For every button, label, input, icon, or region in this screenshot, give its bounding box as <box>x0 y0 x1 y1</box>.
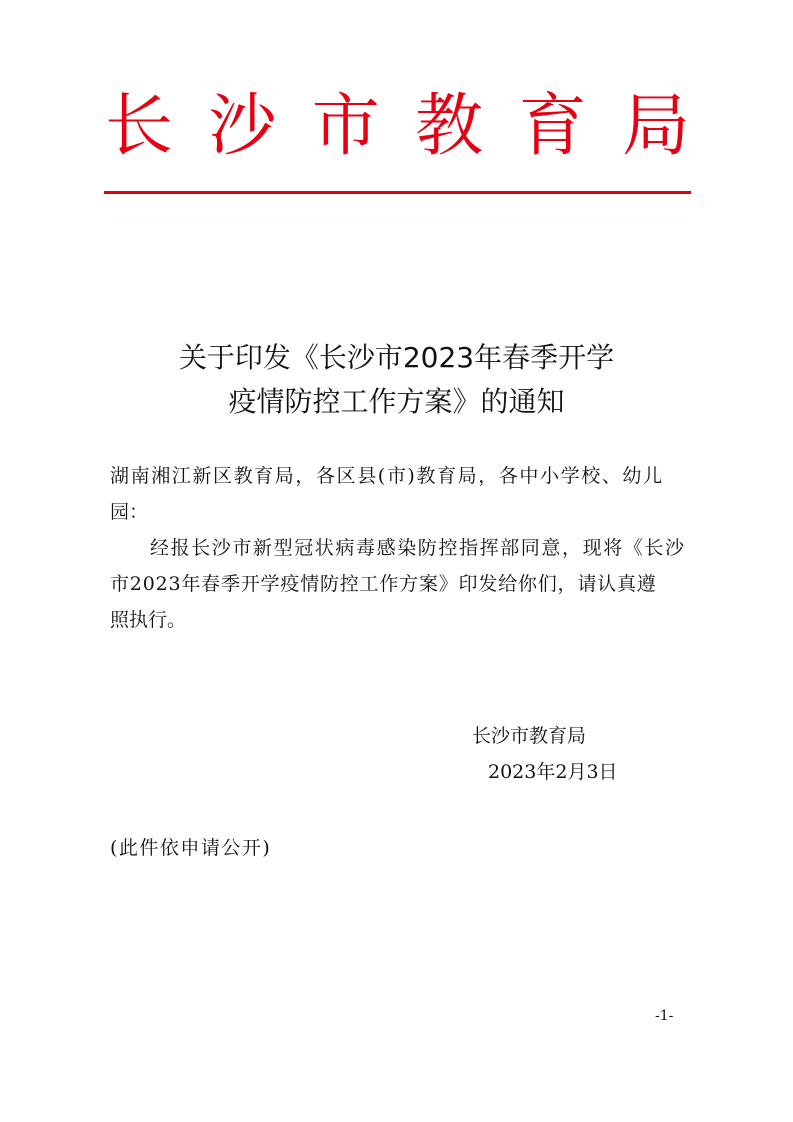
recipient-line-2: 园： <box>110 501 149 523</box>
masthead-char: 局 <box>621 87 690 166</box>
document-title-line-1: 关于印发《长沙市2023年春季开学 <box>178 341 615 374</box>
disclosure-note: (此件依申请公开) <box>110 837 272 859</box>
body-paragraph-line-1: 经报长沙市新型冠状病毒感染防控指挥部同意，现将《长沙 <box>150 537 686 559</box>
masthead-char: 市 <box>311 87 380 166</box>
issue-date: 2023年2月3日 <box>488 761 618 783</box>
masthead-char: 教 <box>415 87 484 166</box>
document-title-line-2: 疫情防控工作方案》的通知 <box>228 385 565 418</box>
body-paragraph-line-2: 市2023年春季开学疫情防控工作方案》印发给你们，请认真遵 <box>110 573 657 595</box>
masthead-char: 育 <box>518 87 587 166</box>
issuer-name: 长沙市教育局 <box>472 725 587 747</box>
masthead <box>105 82 690 172</box>
masthead-divider <box>104 191 691 194</box>
masthead-char: 长 <box>105 87 174 166</box>
page-number: -1- <box>655 1008 674 1024</box>
masthead-char: 沙 <box>208 87 277 166</box>
body-paragraph-line-3: 照执行。 <box>110 609 187 631</box>
recipient-line-1: 湖南湘江新区教育局，各区县(市)教育局，各中小学校、幼儿 <box>110 465 664 487</box>
